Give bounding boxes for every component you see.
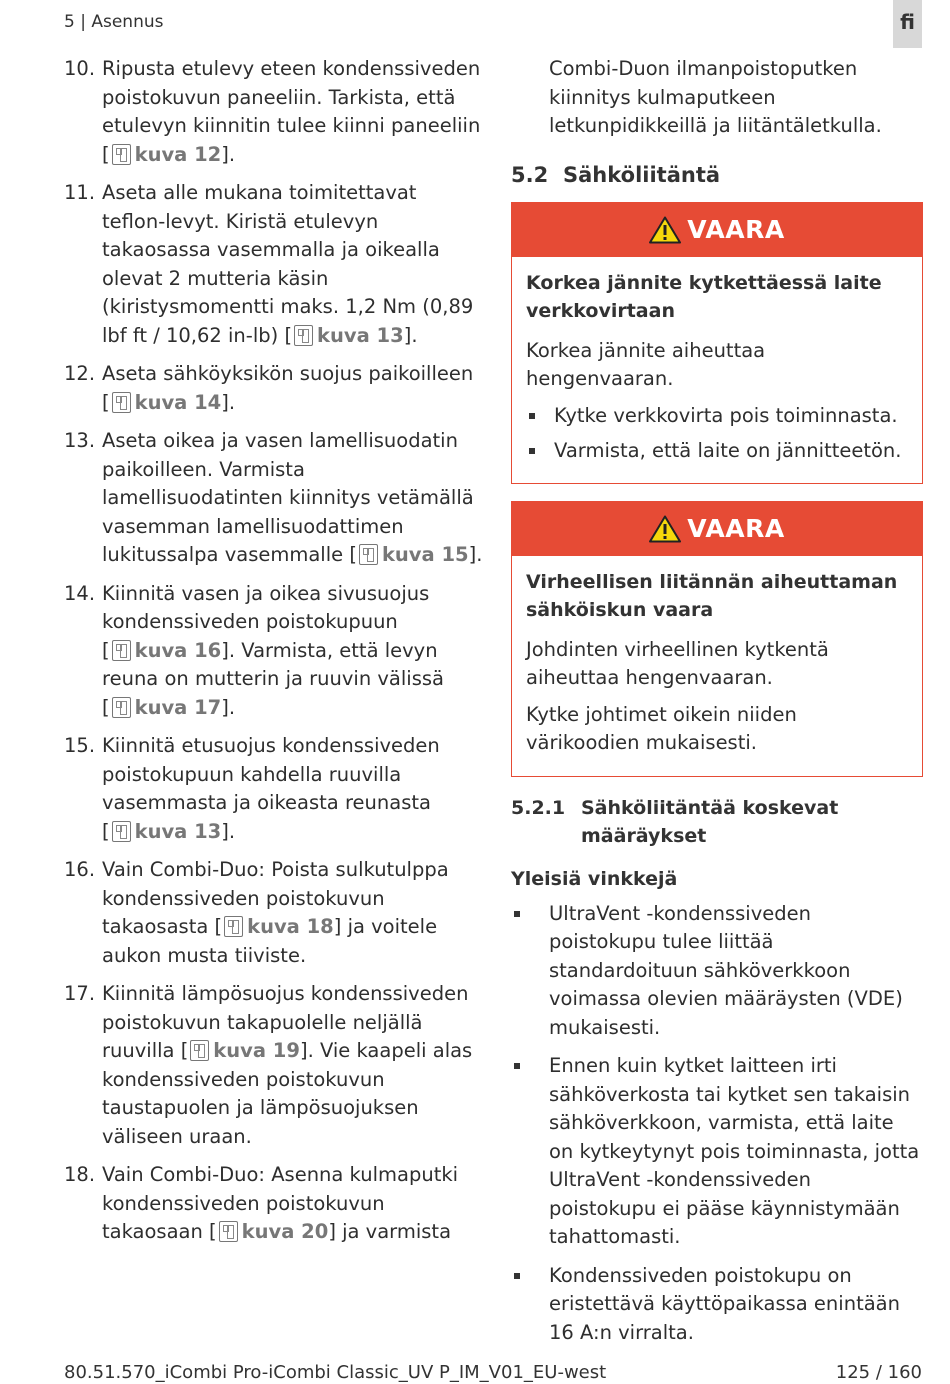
danger-instruction: Kytke johtimet oikein niiden värikoodien mukaisesti. <box>526 702 797 754</box>
figure-reference[interactable]: [ kuva 17] <box>102 695 229 719</box>
tip-item: Ennen kuin kytket laitteen irti sähköverkosta tai kytket sen takaisin sähköverkkoon, varmista, että laite on kytkeytynyt pois toiminnasta, jotta UltraVent -kondenssiveden poistokupu ei pääse käynnistymään tahattomasti. <box>511 1052 923 1252</box>
document-id: 80.51.570_iCombi Pro-iCombi Classic_UV P_IM_V01_EU-west <box>64 1362 607 1383</box>
bullet-square-icon <box>526 402 554 431</box>
step-number: 14. <box>64 581 96 605</box>
step-13: 13. Aseta oikea ja vasen lamellisuodatin paikoilleen. Varmista lamellisuodatinten kiinnitys vetämällä vasemman lamellisuodattimen lukitussalpa vasemmalle [ kuva 15]. <box>64 427 484 570</box>
tip-item: Kondenssiveden poistokupu on eristettävä käyttöpaikassa enintään 16 A:n virralta. <box>511 1262 923 1348</box>
step-number: 13. <box>64 429 96 452</box>
bullet-square-icon <box>526 437 554 466</box>
step-18-continuation: Combi-Duon ilmanpoistoputken kiinnitys kulmaputkeen letkunpidikkeillä ja liitäntäletkulla. <box>549 57 882 137</box>
figure-reference[interactable]: [ kuva 15] <box>349 543 477 566</box>
figure-icon <box>112 821 131 842</box>
figure-icon <box>112 697 131 718</box>
warning-triangle-icon <box>649 515 681 543</box>
figure-icon <box>294 325 313 346</box>
right-column <box>511 55 923 1357</box>
figure-reference[interactable]: [ kuva 20] <box>209 1220 336 1243</box>
danger-header <box>512 203 922 257</box>
figure-icon <box>112 640 131 661</box>
figure-icon <box>112 392 131 413</box>
figure-reference[interactable]: [ kuva 13] <box>284 323 412 347</box>
tips-heading: Yleisiä vinkkejä <box>511 867 678 890</box>
figure-icon <box>224 916 243 937</box>
figure-reference[interactable]: [ kuva 16] <box>102 638 229 662</box>
subsection-heading: 5.2.1 Sähköliitäntää koskevat määräykset <box>511 796 839 847</box>
bullet-square-icon <box>511 900 549 1043</box>
danger-action: Varmista, että laite on jännitteetön. <box>526 437 908 466</box>
page-number: 125 / 160 <box>835 1362 922 1383</box>
danger-header <box>512 502 922 556</box>
figure-icon <box>190 1040 209 1061</box>
left-column <box>64 55 484 1257</box>
danger-text: Korkea jännite aiheuttaa hengenvaaran. <box>526 338 766 390</box>
figure-reference[interactable]: [ kuva 13] <box>102 819 229 843</box>
step-number: 12. <box>64 362 96 385</box>
danger-action: Kytke verkkovirta pois toiminnasta. <box>526 402 908 431</box>
figure-reference[interactable]: [ kuva 19] <box>180 1039 308 1062</box>
step-number: 15. <box>64 734 96 757</box>
figure-icon <box>219 1221 238 1242</box>
bullet-square-icon <box>511 1262 549 1348</box>
figure-reference[interactable]: [ kuva 12] <box>102 142 229 166</box>
step-number: 10. <box>64 57 96 80</box>
step-number: 11. <box>64 181 96 204</box>
step-number: 18. <box>64 1163 96 1186</box>
step-16: 16. Vain Combi-Duo: Poista sulkutulppa kondenssiveden poistokuvun takaosasta [ kuva 18] ja voitele aukon musta tiiviste. <box>64 856 484 970</box>
language-tab: fi <box>893 0 922 48</box>
danger-label: VAARA <box>687 514 785 543</box>
step-17: 17. Kiinnitä lämpösuojus kondenssiveden poistokuvun takapuolelle neljällä ruuvilla [ kuva 19]. Vie kaapeli alas kondenssiveden poistokuvun taustapuolen ja lämpösuojuksen väliseen uraan. <box>64 980 484 1151</box>
tip-item: UltraVent -kondenssiveden poistokupu tulee liittää standardoituun sähköverkkoon voimassa olevien määräysten (VDE) mukaisesti. <box>511 900 923 1043</box>
section-heading: 5.2 Sähköliitäntä <box>511 162 721 187</box>
figure-icon <box>112 144 131 165</box>
bullet-square-icon <box>511 1052 549 1252</box>
step-15: 15. Kiinnitä etusuojus kondenssiveden poistokupuun kahdella ruuvilla vasemmasta ja oikeasta reunasta [ kuva 13]. <box>64 732 484 846</box>
step-12: 12. Aseta sähköyksikön suojus paikoilleen [ kuva 14]. <box>64 360 484 417</box>
danger-text: Johdinten virheellinen kytkentä aiheuttaa hengenvaaran. <box>526 637 829 689</box>
figure-reference[interactable]: [ kuva 18] <box>214 915 342 938</box>
figure-icon <box>359 544 378 565</box>
step-11: 11. Aseta alle mukana toimitettavat teflon-levyt. Kiristä etulevyn takaosassa vasemmalla ja oikealla olevat 2 mutteria käsin (kiristysmomentti maks. 1,2 Nm (0,89 lbf ft / 10,62 in-lb) [ kuva 13]. <box>64 179 484 350</box>
danger-box-electric-shock <box>511 501 923 777</box>
figure-reference[interactable]: [ kuva 14] <box>102 390 229 414</box>
danger-label: VAARA <box>687 215 785 244</box>
warning-triangle-icon <box>649 216 681 244</box>
step-number: 17. <box>64 982 96 1005</box>
danger-box-high-voltage <box>511 202 923 484</box>
danger-title: Korkea jännite kytkettäessä laite verkkovirtaan <box>526 271 882 322</box>
danger-title: Virheellisen liitännän aiheuttaman sähköiskun vaara <box>526 570 898 621</box>
step-number: 16. <box>64 858 96 881</box>
step-10: 10. Ripusta etulevy eteen kondenssiveden poistokuvun paneeliin. Tarkista, että etulevyn kiinnitin tulee kiinni paneeliin [ kuva 12]. <box>64 55 484 169</box>
page-header: 5 | Asennus <box>64 12 164 32</box>
step-14: 14. Kiinnitä vasen ja oikea sivusuojus kondenssiveden poistokupuun [ kuva 16]. Varmista, että levyn reuna on mutterin ja ruuvin välissä [ kuva 17]. <box>64 580 484 723</box>
step-18: 18. Vain Combi-Duo: Asenna kulmaputki kondenssiveden poistokuvun takaosaan [ kuva 20] ja varmista <box>64 1161 484 1247</box>
